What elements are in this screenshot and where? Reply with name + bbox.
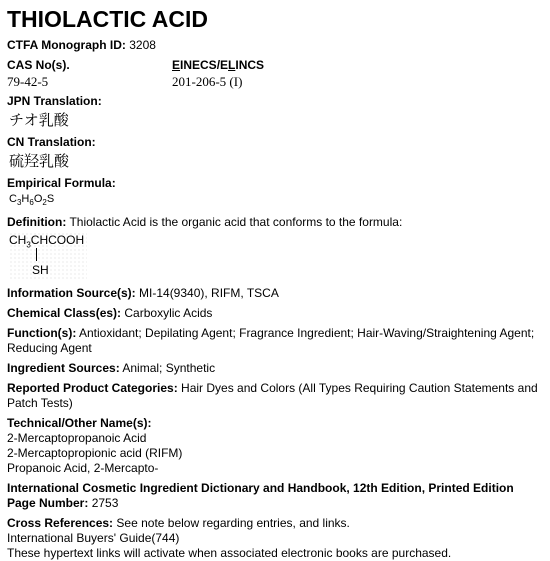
monograph-id-row [7,38,545,53]
definition-value: Thiolactic Acid is the organic acid that conforms to the formula: [69,215,403,230]
structure-rest: CHCOOH [30,233,85,248]
info-sources-value: MI-14(9340), RIFM, TSCA [139,286,279,301]
cn-value: 硫羟乳酸 [9,153,70,170]
cross-refs-label: Cross References: [7,516,114,531]
formula-h: H [21,193,30,205]
functions-row [7,326,545,356]
registry-numbers [7,58,545,91]
einecs-label-incs: INCS [235,58,265,72]
empirical-formula [9,191,545,211]
einecs-label-e: E [172,58,181,72]
technical-label: Technical/Other Name(s): [7,416,152,431]
structure-bond [36,248,37,261]
einecs-label-l: L [228,58,236,72]
info-sources-row [7,286,545,301]
functions-value: Antioxidant; Depilating Agent; Fragrance Ingredient; Hair-Waving/Straightening Agent; Reducing Agent [7,326,535,356]
einecs-column [172,58,264,91]
structure-top [9,233,84,249]
formula-c-count: 3 [16,198,22,208]
page-title: THIOLACTIC ACID [7,6,209,32]
ingredient-sources-value: Animal; Synthetic [122,361,216,376]
technical-name-item: 2-Mercaptopropionic acid (RIFM) [7,446,183,461]
cas-value: 79-42-5 [7,74,49,89]
empirical-label: Empirical Formula: [7,176,116,190]
cross-references-block [7,516,545,561]
monograph-page [7,6,545,561]
ingredient-sources-label: Ingredient Sources: [7,361,120,376]
formula-h-count: 6 [29,198,34,208]
cross-refs-value: See note below regarding entries, and links. [116,516,350,531]
dictionary-label: International Cosmetic Ingredient Dictionary and Handbook, 12th Edition, Printed Edition Page Number: [7,481,514,511]
formula-o: O [33,193,43,205]
cn-label: CN Translation: [7,135,96,149]
jpn-label: JPN Translation: [7,94,102,108]
cas-column [7,58,172,91]
einecs-label-inecs: INECS/E [180,58,229,72]
buyers-guide-link[interactable]: International Buyers' Guide(744) [7,531,180,546]
einecs-value: 201-206-5 (I) [172,74,243,89]
ingredient-sources-row [7,361,545,376]
definition-row [7,215,545,230]
chem-class-label: Chemical Class(es): [7,306,122,321]
product-categories-value: Hair Dyes and Colors (All Types Requiring Caution Statements and Patch Tests) [7,381,538,411]
chem-class-value: Carboxylic Acids [124,306,213,321]
dictionary-value: 2753 [91,496,119,511]
functions-label: Function(s): [7,326,77,341]
structure-diagram [9,232,87,280]
cas-label: CAS No(s). [7,58,70,72]
technical-names-block [7,416,545,476]
product-categories-label: Reported Product Categories: [7,381,178,396]
formula-o-count: 2 [42,198,47,208]
monograph-id-label: CTFA Monograph ID: [7,38,126,52]
jpn-value: チオ乳酸 [9,112,69,129]
cross-refs-note: These hypertext links will activate when associated electronic books are purchased. [7,546,452,561]
einecs-label [172,58,264,73]
info-sources-label: Information Source(s): [7,286,136,301]
product-categories-row [7,381,545,411]
dictionary-row [7,481,545,511]
monograph-id-value: 3208 [129,38,156,52]
formula-s: S [46,193,55,205]
chem-class-row [7,306,545,321]
structure-ch-count: 3 [26,240,31,250]
technical-name-item: Propanoic Acid, 2-Mercapto- [7,461,159,476]
structure-sh: SH [32,263,49,278]
structure-ch: CH [9,233,27,248]
formula-c: C [9,193,17,205]
technical-name-item: 2-Mercaptopropanoic Acid [7,431,147,446]
definition-label: Definition: [7,215,67,230]
